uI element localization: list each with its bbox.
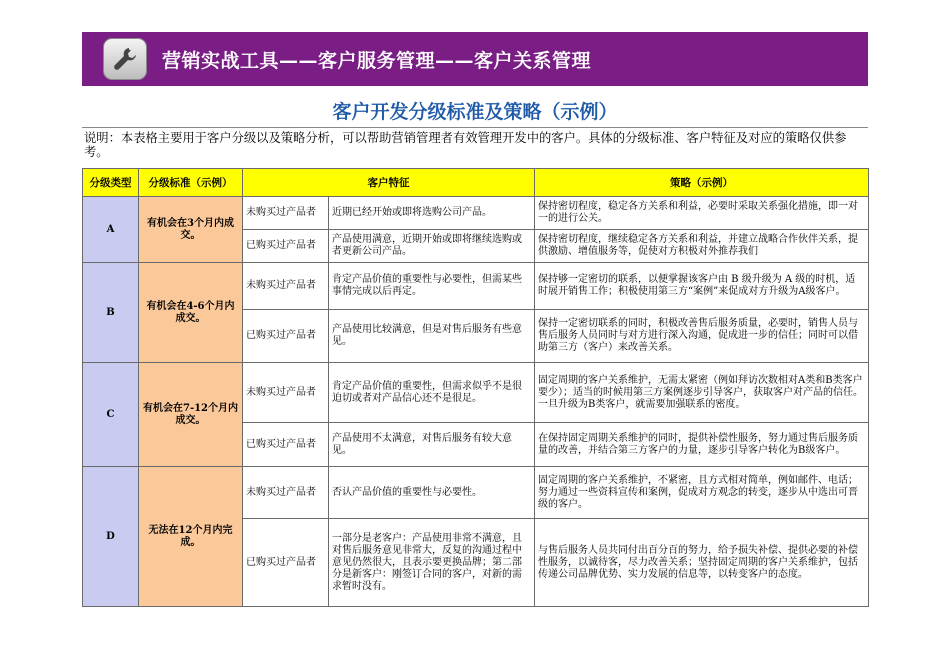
status-cell: 未购买过产品者 xyxy=(243,363,329,423)
status-cell: 未购买过产品者 xyxy=(243,467,329,519)
header-criteria: 分级标准（示例） xyxy=(139,169,243,197)
note-text: 说明：本表格主要用于客户分级以及策略分析，可以帮助营销管理者有效管理开发中的客户。具体的分级标准、客户特征及对应的策略仅供参考。 xyxy=(84,131,847,159)
strategy-cell: 保持一定密切联系的同时，积极改善售后服务质量，必要时，销售人员与售后服务人员同时与对方进行深入沟通，促成进一步的信任；同时可以借助第三方（客户）来改善关系。 xyxy=(535,310,869,363)
criteria-cell: 有机会在4-6个月内成交。 xyxy=(139,263,243,363)
strategy-cell: 保持密切程度，继续稳定各方关系和利益，并建立战略合作伙伴关系，提供激励、增值服务等，促使对方积极对外推荐我们 xyxy=(535,230,869,263)
status-cell: 未购买过产品者 xyxy=(243,197,329,230)
header-level: 分级类型 xyxy=(83,169,139,197)
level-cell: C xyxy=(83,363,139,467)
table-row xyxy=(83,467,869,519)
criteria-cell: 有机会在3个月内成交。 xyxy=(139,197,243,263)
feature-cell: 产品使用不太满意，对售后服务有较大意见。 xyxy=(329,423,535,467)
level-cell: D xyxy=(83,467,139,607)
feature-cell: 产品使用满意，近期开始或即将继续选购或者更新公司产品。 xyxy=(329,230,535,263)
wrench-icon xyxy=(103,38,147,80)
strategy-cell: 保持密切程度，稳定各方关系和利益，必要时采取关系强化措施，即一对一的进行公关。 xyxy=(535,197,869,230)
level-cell: B xyxy=(83,263,139,363)
feature-cell: 肯定产品价值的重要性与必要性，但需某些事情完成以后再定。 xyxy=(329,263,535,310)
strategy-cell: 固定周期的客户关系维护，无需太紧密（例如拜访次数相对A类和B类客户要少）；适当的时候用第三方案例逐步引导客户，获取客户对产品的信任。一旦升级为B类客户，就需要加强联系的密度。 xyxy=(535,363,869,423)
feature-cell: 产品使用比较满意，但是对售后服务有些意见。 xyxy=(329,310,535,363)
table-row xyxy=(83,363,869,423)
level-cell: A xyxy=(83,197,139,263)
criteria-cell: 无法在12个月内完成。 xyxy=(139,467,243,607)
header-title: 营销实战工具——客户服务管理——客户关系管理 xyxy=(162,50,592,72)
table-row xyxy=(83,197,869,230)
feature-cell: 否认产品价值的重要性与必要性。 xyxy=(329,467,535,519)
criteria-cell: 有机会在7-12个月内成交。 xyxy=(139,363,243,467)
status-cell: 已购买过产品者 xyxy=(243,519,329,607)
feature-cell: 近期已经开始或即将选购公司产品。 xyxy=(329,197,535,230)
status-cell: 已购买过产品者 xyxy=(243,423,329,467)
strategy-cell: 与售后服务人员共同付出百分百的努力，给予损失补偿、提供必要的补偿性服务，以诚待客，尽力改善关系；坚持固定周期的客户关系维护，包括传递公司品牌优势、实力发展的信息等，以转变客户的态度。 xyxy=(535,519,869,607)
table-header-row xyxy=(83,169,869,197)
strategy-cell: 固定周期的客户关系维护，不紧密，且方式相对简单，例如邮件、电话；努力通过一些资料宣传和案例，促成对方观念的转变，逐步从中选出可晋级的客户。 xyxy=(535,467,869,519)
status-cell: 已购买过产品者 xyxy=(243,230,329,263)
strategy-cell: 保持够一定密切的联系，以便掌握该客户由 B 级升级为 A 级的时机，适时展开销售工作；积极使用第三方“案例”来促成对方升级为A级客户。 xyxy=(535,263,869,310)
table-row xyxy=(83,263,869,310)
feature-cell: 肯定产品价值的重要性，但需求似乎不是很迫切或者对产品信心还不是很足。 xyxy=(329,363,535,423)
header-strategy: 策略（示例） xyxy=(535,169,869,197)
status-cell: 未购买过产品者 xyxy=(243,263,329,310)
feature-cell: 一部分是老客户：产品使用非常不满意，且对售后服务意见非常大，反复的沟通过程中意见仍然很大，且表示要更换品牌；第二部分是新客户：刚签订合同的客户，对新的需求暂时没有。 xyxy=(329,519,535,607)
page-title: 客户开发分级标准及策略（示例） xyxy=(332,101,618,123)
strategy-cell: 在保持固定周期关系维护的同时，提供补偿性服务，努力通过售后服务质量的改善，并结合第三方客户的力量，逐步引导客户转化为B级客户。 xyxy=(535,423,869,467)
title-divider xyxy=(82,127,868,128)
status-cell: 已购买过产品者 xyxy=(243,310,329,363)
strategy-table xyxy=(82,168,869,607)
header-features: 客户特征 xyxy=(243,169,535,197)
